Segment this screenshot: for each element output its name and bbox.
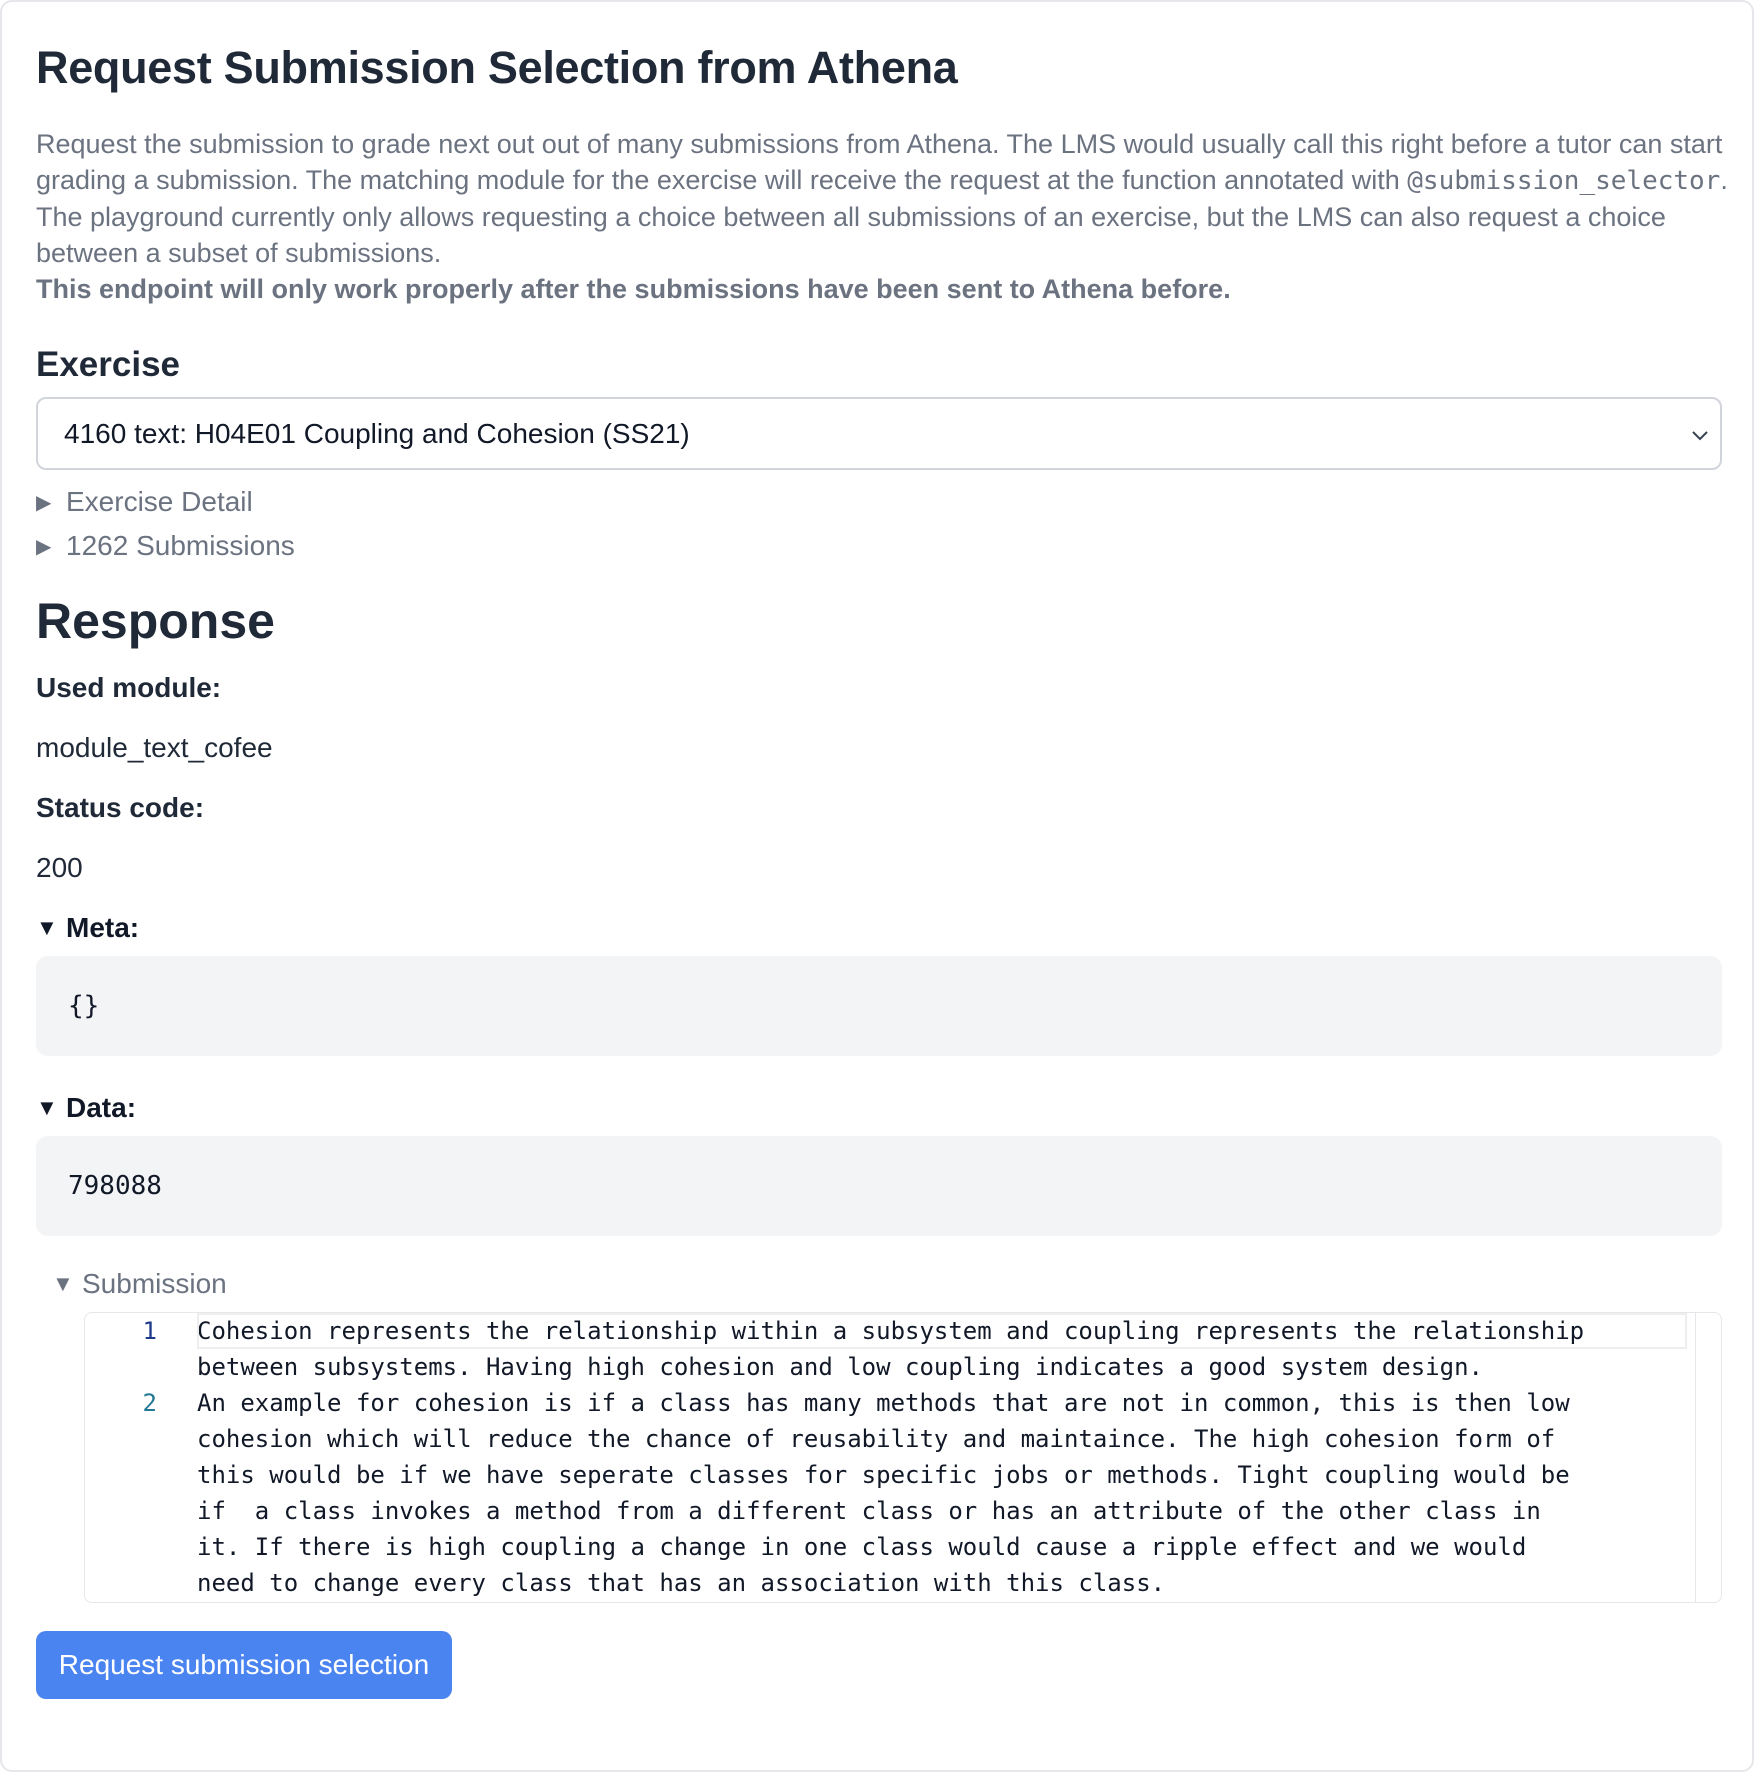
expanded-triangle-icon: ▼ <box>36 1095 58 1120</box>
request-submission-selection-button[interactable]: Request submission selection <box>36 1631 452 1699</box>
submission-label: Submission <box>82 1268 227 1299</box>
status-code-value: 200 <box>36 852 83 883</box>
submission-editor[interactable] <box>84 1312 1722 1603</box>
description-text-1: Request the submission to grade next out out of many submissions from Athena. The LMS would usually call this right before a tutor can start grading a submission. The matching module for the exercise will receive the request at the function annotated with <box>36 129 1723 195</box>
status-code-label: Status code: <box>36 792 205 823</box>
collapsed-triangle-icon: ▶ <box>36 491 52 514</box>
submission-toggle[interactable] <box>52 1266 1722 1302</box>
meta-value: {} <box>68 991 100 1021</box>
expanded-triangle-icon: ▼ <box>52 1271 74 1296</box>
exercise-heading: Exercise <box>36 345 181 384</box>
line-number: 2 <box>142 1389 157 1417</box>
data-label: Data: <box>66 1092 137 1123</box>
meta-code-block <box>36 956 1722 1056</box>
editor-scrollbar[interactable] <box>1695 1313 1721 1603</box>
line-text: Cohesion represents the relationship within a subsystem and coupling represents the relationship between subsystems. Having high cohesion and low coupling indicates a good system design. <box>197 1317 1599 1381</box>
data-toggle[interactable] <box>36 1090 1722 1126</box>
page-title: Request Submission Selection from Athena <box>36 42 958 93</box>
used-module-value: module_text_cofee <box>36 732 273 763</box>
main-content <box>36 38 1728 1699</box>
description-text-2: . The playground currently only allows requesting a choice between all submissions of an exercise, but the LMS can also request a choice between a subset of submissions. <box>36 165 1728 268</box>
data-code-block <box>36 1136 1722 1236</box>
exercise-select-value: 4160 text: H04E01 Coupling and Cohesion (SS21) <box>64 417 690 449</box>
exercise-select[interactable] <box>36 397 1722 470</box>
collapsed-triangle-icon: ▶ <box>36 535 52 558</box>
chevron-down-icon <box>1688 423 1712 447</box>
submissions-toggle[interactable] <box>36 524 1722 568</box>
expanded-triangle-icon: ▼ <box>36 915 58 940</box>
response-heading: Response <box>36 593 275 649</box>
page-description <box>36 126 1736 307</box>
meta-toggle[interactable] <box>36 910 1722 946</box>
exercise-detail-label: Exercise Detail <box>66 486 253 517</box>
description-code: @submission_selector <box>1407 166 1721 196</box>
used-module-label: Used module: <box>36 672 222 703</box>
line-number: 1 <box>142 1317 157 1345</box>
data-value: 798088 <box>68 1171 162 1201</box>
submissions-count-label: 1262 Submissions <box>66 530 295 561</box>
editor-line <box>85 1385 1721 1601</box>
meta-label: Meta: <box>66 912 140 943</box>
current-line-highlight <box>197 1313 1687 1349</box>
exercise-detail-toggle[interactable] <box>36 480 1722 524</box>
description-warning: This endpoint will only work properly after the submissions have been sent to Athena before. <box>36 274 1231 304</box>
line-text: An example for cohesion is if a class has many methods that are not in common, this is then low cohesion which will reduce the chance of reusability and maintaince. The high cohesion form of this would be if we have seperate classes for specific jobs or methods. Tight coupling would be if a class invokes a method from a different class or has an attribute of the other class in it. If there is high coupling a change in one class would cause a ripple effect and we would need to change every class that has an association with this class. <box>197 1389 1585 1597</box>
